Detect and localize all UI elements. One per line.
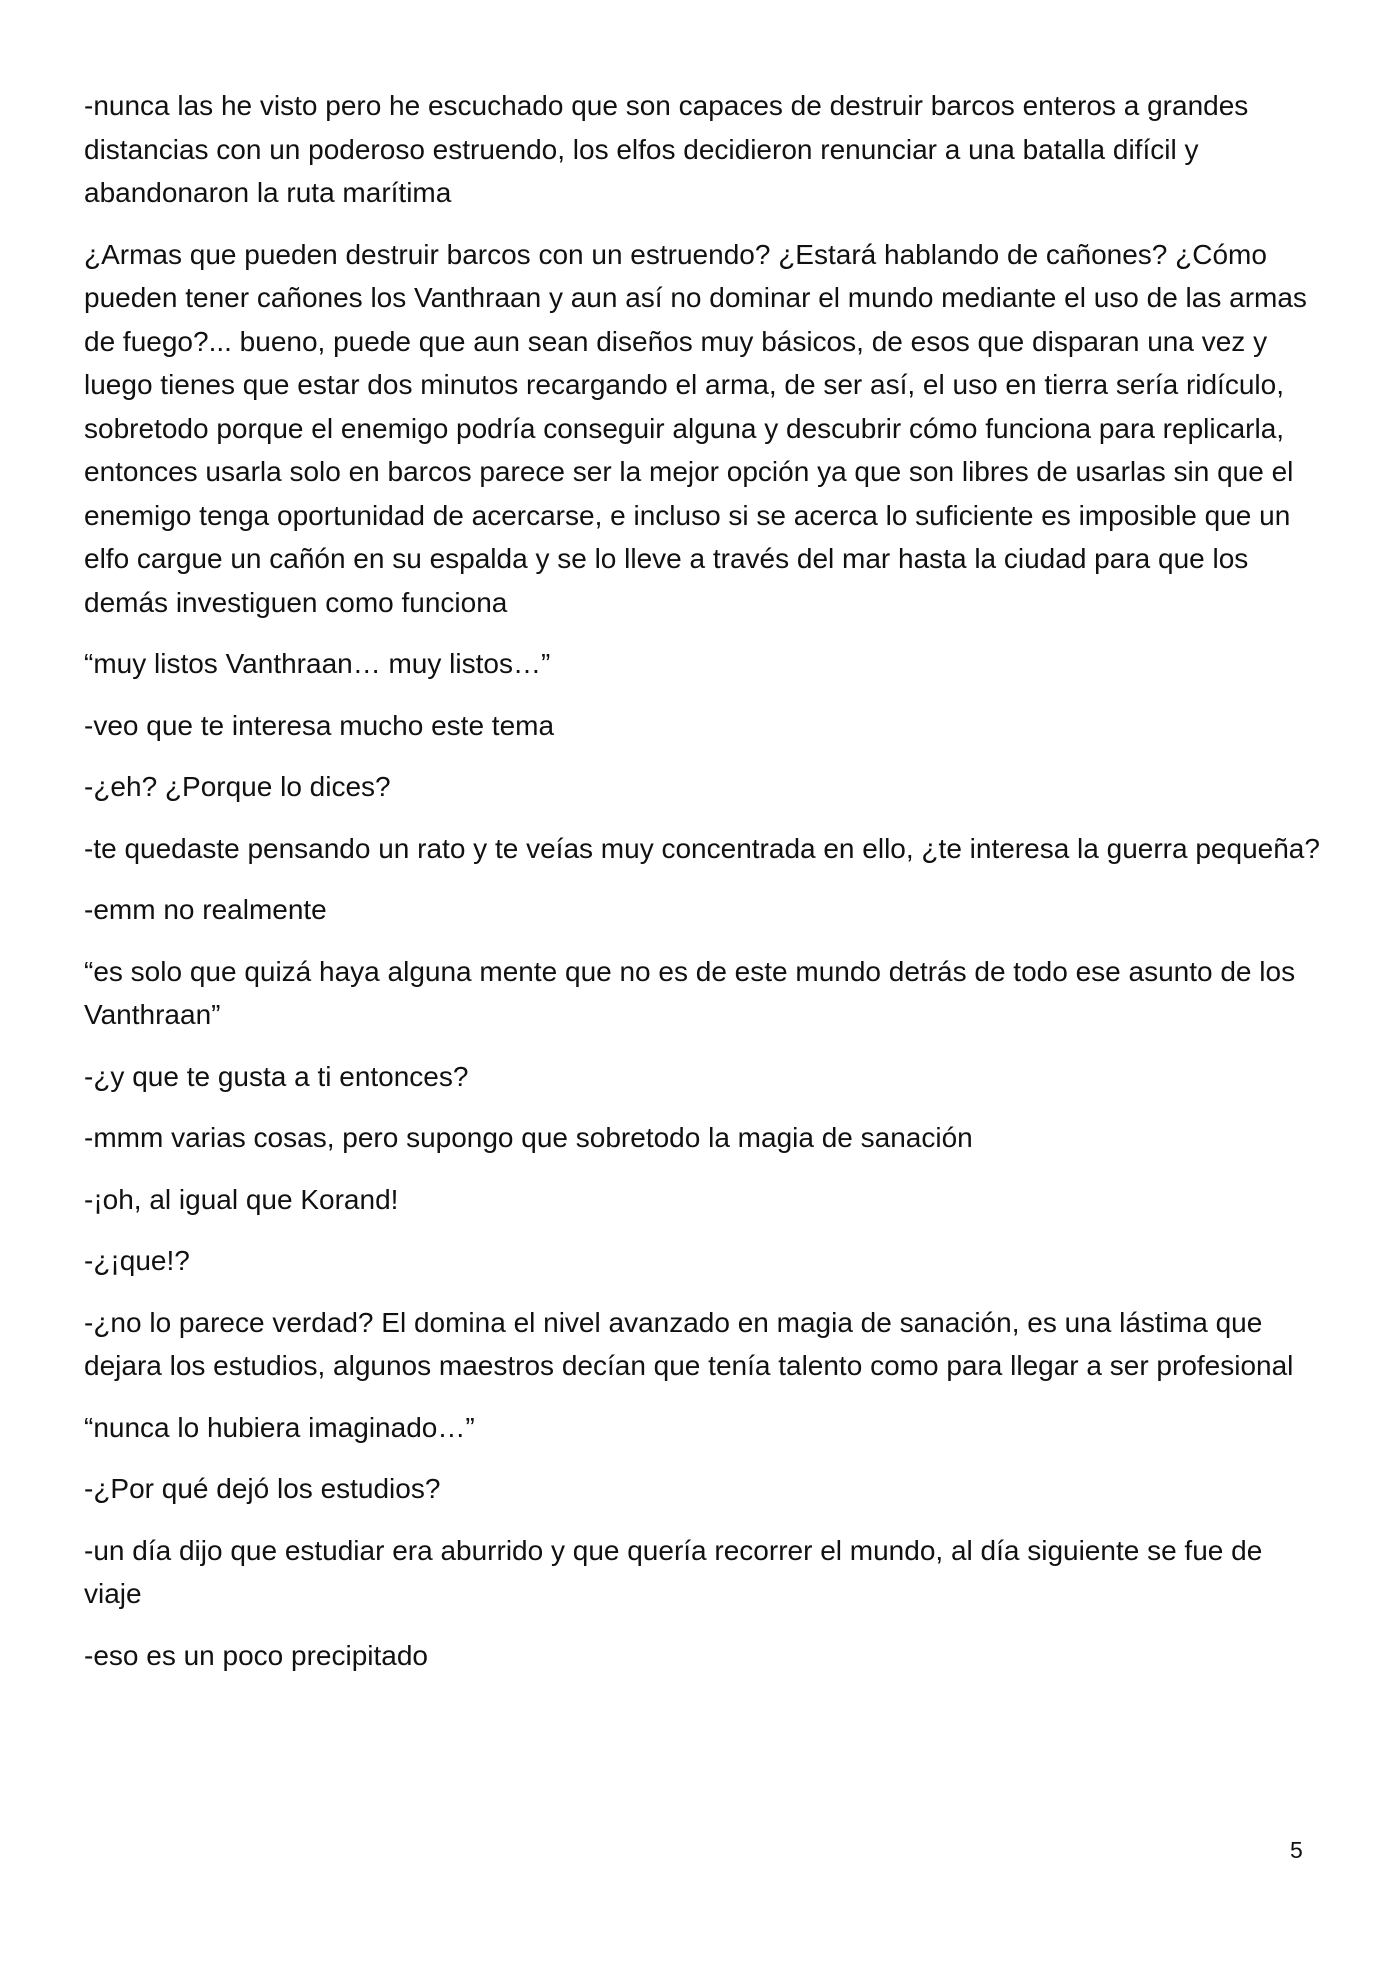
paragraph: -¡oh, al igual que Korand!	[84, 1183, 399, 1215]
paragraph: -te quedaste pensando un rato y te veías muy concentrada en ello, ¿te interesa la guerra pequeña?	[84, 832, 1320, 864]
paragraph: -¿¡que!?	[84, 1245, 190, 1276]
paragraph: -¿y que te gusta a ti entonces?	[84, 1060, 469, 1092]
paragraph: “muy listos Vanthraan… muy listos…”	[84, 648, 551, 679]
paragraph: -nunca las he visto pero he escuchado que son capaces de destruir barcos enteros a grandes distancias con un poderoso estruendo, los elfos decidieron renunciar a una batalla difícil y abandonaron la ruta marítima	[84, 90, 1249, 208]
paragraph: -mmm varias cosas, pero supongo que sobretodo la magia de sanación	[84, 1122, 973, 1153]
page-number: 5	[1290, 1837, 1303, 1863]
paragraph: “nunca lo hubiera imaginado…”	[84, 1411, 475, 1443]
paragraph: “es solo que quizá haya alguna mente que no es de este mundo detrás de todo ese asunto de los Vanthraan”	[84, 955, 1296, 1030]
paragraph: -un día dijo que estudiar era aburrido y que quería recorrer el mundo, al día siguiente se fue de viaje	[84, 1534, 1263, 1609]
document-body	[84, 84, 1324, 1695]
paragraph: -¿no lo parece verdad? El domina el nivel avanzado en magia de sanación, es una lástima que dejara los estudios, algunos maestros decían que tenía talento como para llegar a ser profesional	[84, 1306, 1294, 1381]
paragraph: -veo que te interesa mucho este tema	[84, 709, 555, 741]
paragraph: -¿eh? ¿Porque lo dices?	[84, 771, 391, 802]
paragraph: -eso es un poco precipitado	[84, 1639, 428, 1671]
paragraph: -emm no realmente	[84, 894, 327, 925]
paragraph: ¿Armas que pueden destruir barcos con un estruendo? ¿Estará hablando de cañones? ¿Cómo pueden tener cañones los Vanthraan y aun así no dominar el mundo mediante el uso de las armas de fuego?... bueno, puede que aun sean diseños muy básicos, de esos que disparan una vez y luego tienes que estar dos minutos recargando el arma, de ser así, el uso en tierra sería ridículo, sobretodo porque el enemigo podría conseguir alguna y descubrir cómo funciona para replicarla, entonces usarla solo en barcos parece ser la mejor opción ya que son libres de usarlas sin que el enemigo tenga oportunidad de acercarse, e incluso si se acerca lo suficiente es imposible que un elfo cargue un cañón en su espalda y se lo lleve a través del mar hasta la ciudad para que los demás investiguen como funciona	[84, 238, 1307, 618]
paragraph: -¿Por qué dejó los estudios?	[84, 1473, 441, 1504]
